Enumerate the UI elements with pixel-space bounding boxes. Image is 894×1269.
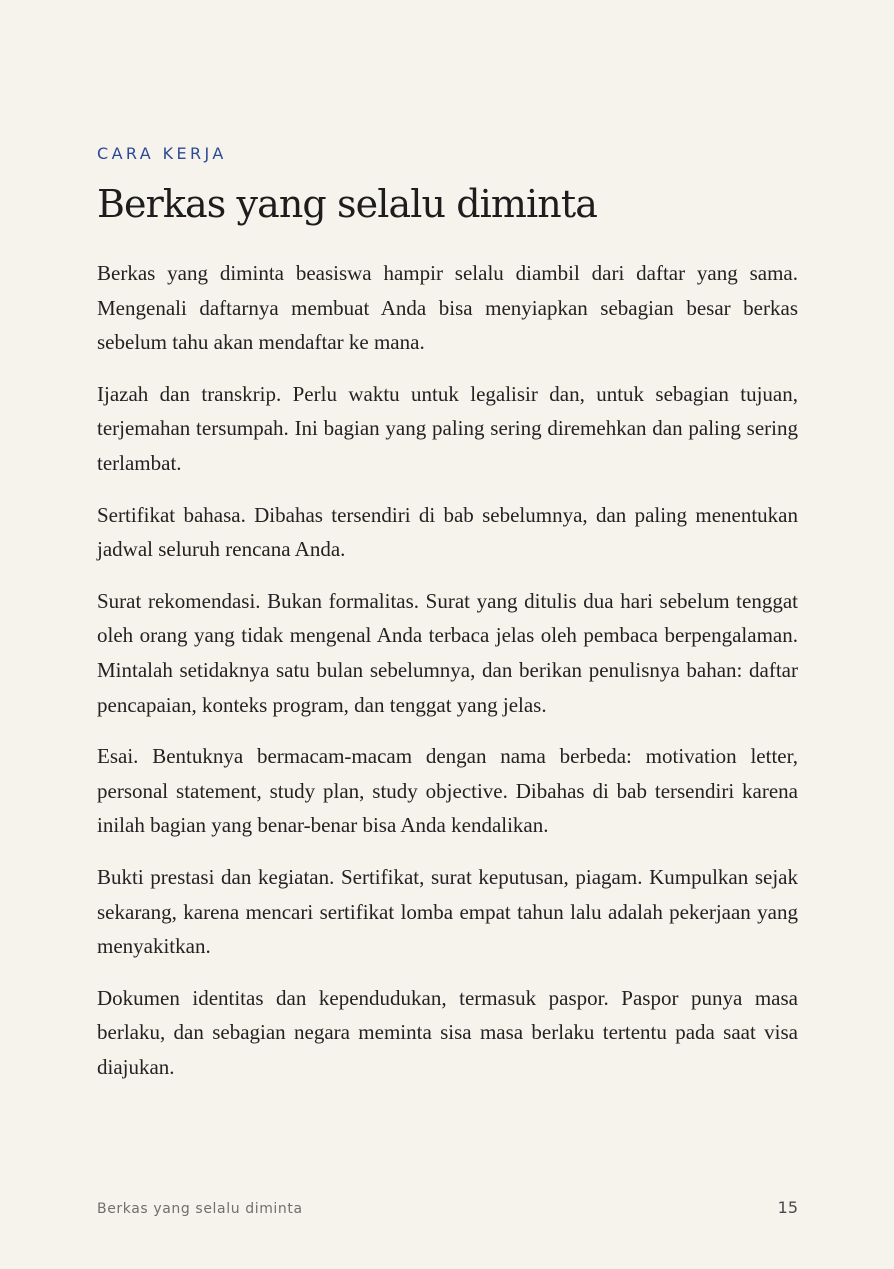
page-footer [97,1198,798,1217]
section-kicker: CARA KERJA [97,144,227,163]
body-text [97,256,798,1101]
running-title: Berkas yang selalu diminta [97,1201,303,1217]
paragraph-sertifikat-bahasa: Sertifikat bahasa. Dibahas tersendiri di bab sebelumnya, dan paling menentukan jadwal seluruh rencana Anda. [97,502,798,562]
paragraph-ijazah: Ijazah dan transkrip. Perlu waktu untuk legalisir dan, untuk sebagian tujuan, terjemahan tersumpah. Ini bagian yang paling sering diremehkan dan paling sering terlambat. [97,381,798,475]
paragraph-dokumen-identitas: Dokumen identitas dan kependudukan, termasuk paspor. Paspor punya masa berlaku, dan sebagian negara meminta sisa masa berlaku tertentu pada saat visa diajukan. [97,985,798,1079]
paragraph-esai: Esai. Bentuknya bermacam-macam dengan nama berbeda: motivation letter, personal statement, study plan, study objective. Dibahas di bab tersendiri karena inilah bagian yang benar-benar bisa Anda kendalikan. [97,744,798,838]
paragraph-bukti-prestasi: Bukti prestasi dan kegiatan. Sertifikat, surat keputusan, piagam. Kumpulkan sejak sekarang, karena mencari sertifikat lomba empat tahun lalu adalah pekerjaan yang menyakitkan. [97,864,798,959]
page-number: 15 [777,1198,798,1217]
page-title: Berkas yang selalu diminta [97,182,598,226]
paragraph-intro: Berkas yang diminta beasiswa hampir selalu diambil dari daftar yang sama. Mengenali daftarnya membuat Anda bisa menyiapkan sebagian besar berkas sebelum tahu akan mendaftar ke mana. [97,261,798,355]
paragraph-surat-rekomendasi: Surat rekomendasi. Bukan formalitas. Surat yang ditulis dua hari sebelum tenggat oleh orang yang tidak mengenal Anda terbaca jelas oleh pembaca berpengalaman. Mintalah setidaknya satu bulan sebelumnya, dan berikan penulisnya bahan: daftar pencapaian, konteks program, dan tenggat yang jelas. [97,588,798,717]
